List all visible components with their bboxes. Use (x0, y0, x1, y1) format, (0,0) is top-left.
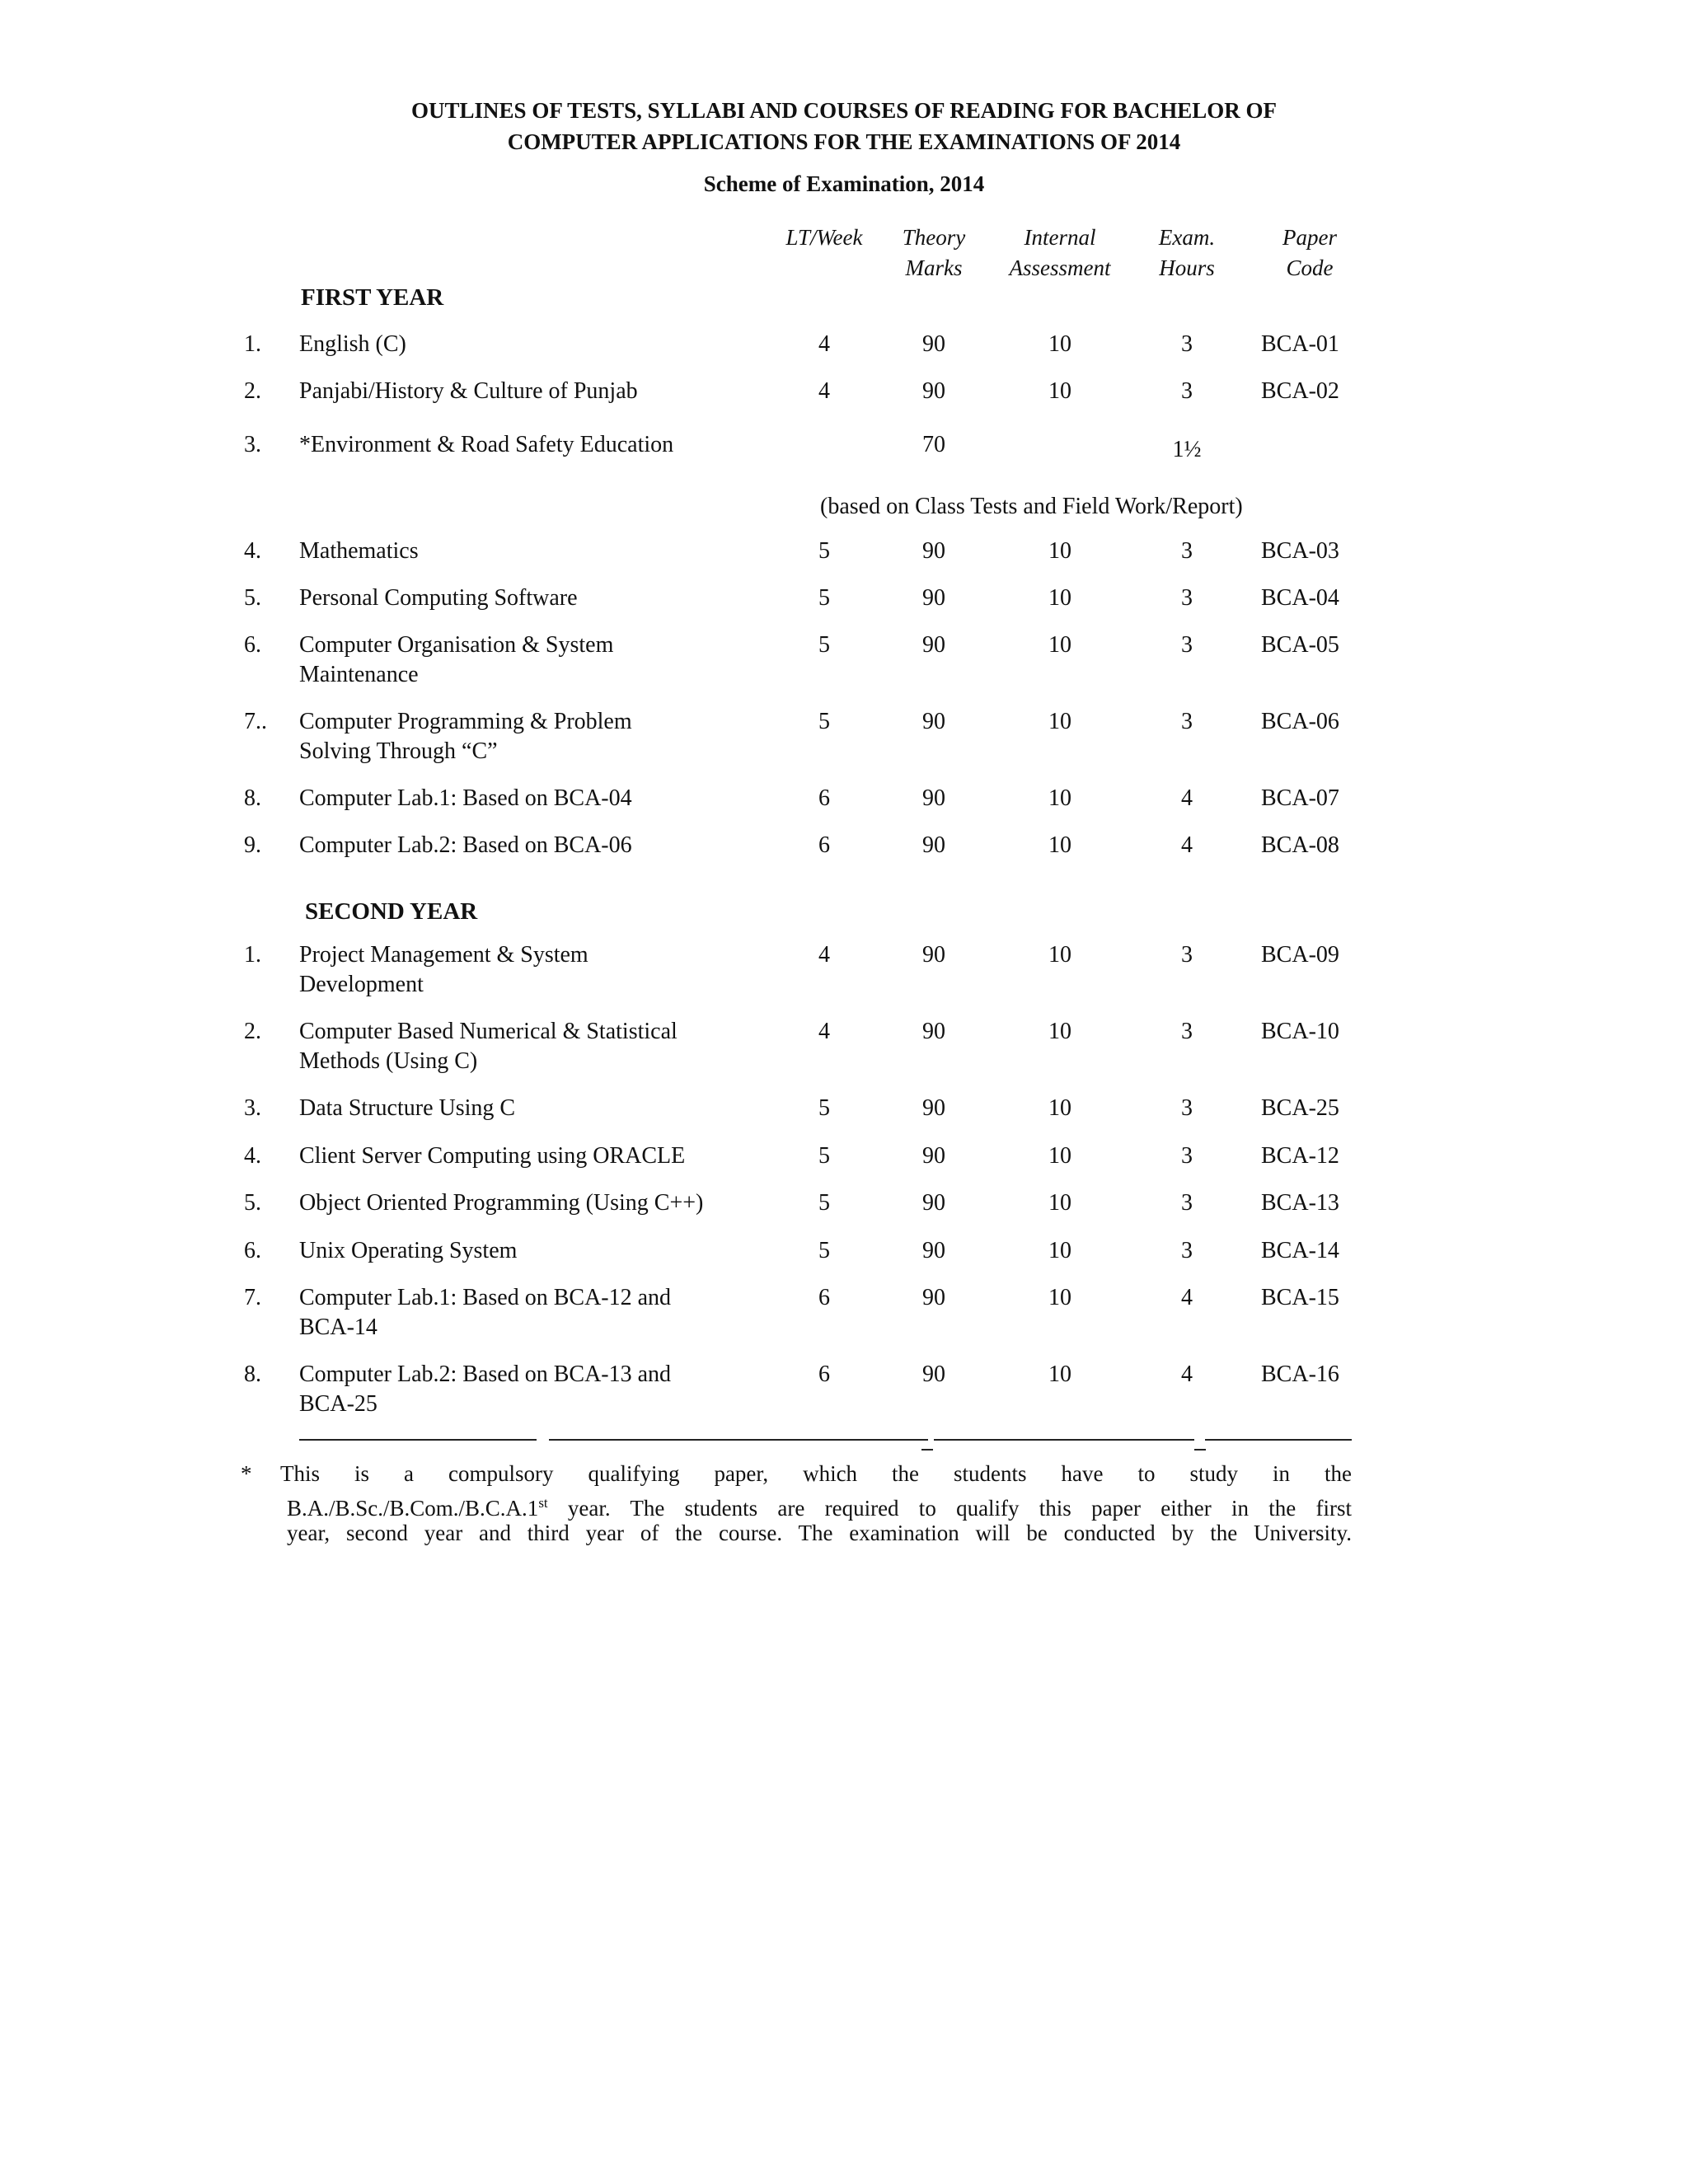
footnote-marker: * (241, 1461, 252, 1486)
internal-assessment-value: 10 (1048, 832, 1071, 858)
theory-marks-value: 90 (922, 832, 945, 858)
footnote-line-3: year, second year and third year of the course. The examination will be conducted by the University. (287, 1521, 1352, 1545)
lt-week-value: 5 (818, 632, 830, 658)
internal-assessment-value: 10 (1048, 709, 1071, 734)
exam-hours-value: 3 (1181, 585, 1193, 611)
internal-assessment-value: 10 (1048, 942, 1071, 968)
internal-assessment-value: 10 (1048, 785, 1071, 811)
row-number: 8. (244, 785, 261, 811)
lt-week-value: 6 (818, 832, 830, 858)
internal-assessment-value: 10 (1048, 331, 1071, 357)
exam-hours-value: 4 (1181, 832, 1193, 858)
paper-code-value: BCA-01 (1261, 331, 1339, 357)
subject-name: BCA-25 (299, 1391, 377, 1417)
internal-assessment-value: 10 (1048, 1095, 1071, 1121)
internal-assessment-value: 10 (1048, 1143, 1071, 1169)
exam-hours-value: 4 (1181, 1285, 1193, 1310)
paper-code-value: BCA-07 (1261, 785, 1339, 811)
theory-marks-value: 90 (922, 1361, 945, 1387)
subject-name: Mathematics (299, 538, 419, 564)
paper-code-value: BCA-16 (1261, 1361, 1339, 1387)
exam-hours-value: 3 (1181, 1095, 1193, 1121)
subject-name: Computer Lab.1: Based on BCA-04 (299, 785, 632, 811)
lt-week-value: 6 (818, 1285, 830, 1310)
subject-name: Computer Programming & Problem (299, 709, 632, 734)
row-number: 7. (244, 1285, 261, 1310)
row-number: 3. (244, 1095, 261, 1121)
environment-note: (based on Class Tests and Field Work/Report) (820, 494, 1243, 519)
lt-week-value: 5 (818, 1143, 830, 1169)
row-number: 6. (244, 632, 261, 658)
row-number: 1. (244, 331, 261, 357)
subject-name: *Environment & Road Safety Education (299, 432, 674, 457)
exam-hours-value: 3 (1181, 1238, 1193, 1263)
header-paper-code: Paper Code (1282, 225, 1337, 280)
paper-code-value: BCA-12 (1261, 1143, 1339, 1169)
row-number: 4. (244, 538, 261, 564)
table-bottom-rule (934, 1439, 1194, 1441)
theory-marks-value: 90 (922, 1190, 945, 1216)
internal-assessment-value: 10 (1048, 1238, 1071, 1263)
paper-code-value: BCA-13 (1261, 1190, 1339, 1216)
subject-name: Computer Lab.2: Based on BCA-13 and (299, 1361, 672, 1387)
header-lt-week: LT/Week (785, 225, 863, 250)
row-number: 3. (244, 432, 261, 457)
footnote-line-1: This is a compulsory qualifying paper, which the students have to study in the (280, 1461, 1352, 1486)
subject-name: Solving Through “C” (299, 738, 498, 764)
subject-name: Methods (Using C) (299, 1048, 478, 1074)
theory-marks-value: 90 (922, 538, 945, 564)
theory-marks-value: 90 (922, 785, 945, 811)
row-number: 2. (244, 1019, 261, 1044)
lt-week-value: 5 (818, 1095, 830, 1121)
exam-hours-value: 3 (1181, 709, 1193, 734)
lt-week-value: 5 (818, 709, 830, 734)
paper-code-value: BCA-06 (1261, 709, 1339, 734)
first-year-heading: FIRST YEAR (301, 284, 444, 311)
row-number: 4. (244, 1143, 261, 1169)
subject-name: Maintenance (299, 662, 419, 687)
paper-code-value: BCA-05 (1261, 632, 1339, 658)
lt-week-value: 5 (818, 1190, 830, 1216)
exam-hours-value: 3 (1181, 378, 1193, 404)
subject-name: Unix Operating System (299, 1238, 518, 1263)
theory-marks-value: 90 (922, 942, 945, 968)
row-number: 8. (244, 1361, 261, 1387)
exam-hours-value: 3 (1181, 942, 1193, 968)
exam-hours-value: 4 (1181, 1361, 1193, 1387)
internal-assessment-value: 10 (1048, 1285, 1071, 1310)
row-number: 2. (244, 378, 261, 404)
subject-name: Computer Based Numerical & Statistical (299, 1019, 678, 1044)
rule-tick (921, 1449, 933, 1451)
scheme-heading: Scheme of Examination, 2014 (703, 171, 985, 196)
subject-name: English (C) (299, 331, 406, 357)
header-internal-assessment: Internal Assessment (1009, 225, 1111, 280)
paper-code-value: BCA-08 (1261, 832, 1339, 858)
subject-name: Panjabi/History & Culture of Punjab (299, 378, 638, 404)
theory-marks-value: 90 (922, 1285, 945, 1310)
lt-week-value: 5 (818, 585, 830, 611)
internal-assessment-value: 10 (1048, 1361, 1071, 1387)
subject-name: Development (299, 972, 424, 997)
theory-marks-value: 90 (922, 378, 945, 404)
paper-code-value: BCA-09 (1261, 942, 1339, 968)
internal-assessment-value: 10 (1048, 378, 1071, 404)
header-exam-hours: Exam. Hours (1158, 225, 1216, 280)
exam-hours-value: 3 (1181, 1019, 1193, 1044)
subject-name: Computer Lab.2: Based on BCA-06 (299, 832, 632, 858)
lt-week-value: 5 (818, 538, 830, 564)
internal-assessment-value: 10 (1048, 1190, 1071, 1216)
subject-name: Object Oriented Programming (Using C++) (299, 1190, 704, 1216)
lt-week-value: 4 (818, 331, 830, 357)
subject-name: Computer Organisation & System (299, 632, 614, 658)
theory-marks-value: 90 (922, 1238, 945, 1263)
row-number: 1. (244, 942, 261, 968)
row-number: 5. (244, 1190, 261, 1216)
theory-marks-value: 90 (922, 331, 945, 357)
subject-name: Computer Lab.1: Based on BCA-12 and (299, 1285, 672, 1310)
theory-marks-value: 70 (922, 432, 945, 457)
internal-assessment-value: 10 (1048, 585, 1071, 611)
row-number: 6. (244, 1238, 261, 1263)
exam-hours-value: 3 (1181, 632, 1193, 658)
table-bottom-rule (1205, 1439, 1352, 1441)
header-theory-marks: Theory Marks (902, 225, 966, 280)
lt-week-value: 4 (818, 1019, 830, 1044)
subject-name: Personal Computing Software (299, 585, 578, 611)
paper-code-value: BCA-10 (1261, 1019, 1339, 1044)
table-bottom-rule (549, 1439, 928, 1441)
paper-code-value: BCA-14 (1261, 1238, 1339, 1263)
theory-marks-value: 90 (922, 585, 945, 611)
exam-hours-value: 1½ (1172, 437, 1202, 462)
paper-code-value: BCA-15 (1261, 1285, 1339, 1310)
rule-tick (1194, 1449, 1206, 1451)
row-number: 5. (244, 585, 261, 611)
title-line-2: COMPUTER APPLICATIONS FOR THE EXAMINATIONS OF 2014 (507, 129, 1181, 154)
internal-assessment-value: 10 (1048, 632, 1071, 658)
theory-marks-value: 90 (922, 1143, 945, 1169)
subject-name: BCA-14 (299, 1315, 377, 1340)
row-number: 7.. (244, 709, 267, 734)
theory-marks-value: 90 (922, 1019, 945, 1044)
theory-marks-value: 90 (922, 632, 945, 658)
theory-marks-value: 90 (922, 709, 945, 734)
subject-name: Data Structure Using C (299, 1095, 516, 1121)
lt-week-value: 5 (818, 1238, 830, 1263)
exam-hours-value: 3 (1181, 1143, 1193, 1169)
paper-code-value: BCA-25 (1261, 1095, 1339, 1121)
lt-week-value: 6 (818, 1361, 830, 1387)
lt-week-value: 4 (818, 942, 830, 968)
subject-name: Project Management & System (299, 942, 588, 968)
row-number: 9. (244, 832, 261, 858)
paper-code-value: BCA-04 (1261, 585, 1339, 611)
paper-code-value: BCA-02 (1261, 378, 1339, 404)
exam-hours-value: 3 (1181, 1190, 1193, 1216)
title-line-1: OUTLINES OF TESTS, SYLLABI AND COURSES OF READING FOR BACHELOR OF (411, 98, 1277, 123)
footnote-line-2: B.A./B.Sc./B.Com./B.C.A.1st year. The students are required to qualify this paper either in the first (287, 1495, 1352, 1521)
exam-hours-value: 4 (1181, 785, 1193, 811)
second-year-heading: SECOND YEAR (305, 898, 478, 925)
table-bottom-rule (299, 1439, 537, 1441)
exam-hours-value: 3 (1181, 331, 1193, 357)
subject-name: Client Server Computing using ORACLE (299, 1143, 686, 1169)
exam-hours-value: 3 (1181, 538, 1193, 564)
internal-assessment-value: 10 (1048, 1019, 1071, 1044)
lt-week-value: 4 (818, 378, 830, 404)
lt-week-value: 6 (818, 785, 830, 811)
internal-assessment-value: 10 (1048, 538, 1071, 564)
theory-marks-value: 90 (922, 1095, 945, 1121)
paper-code-value: BCA-03 (1261, 538, 1339, 564)
